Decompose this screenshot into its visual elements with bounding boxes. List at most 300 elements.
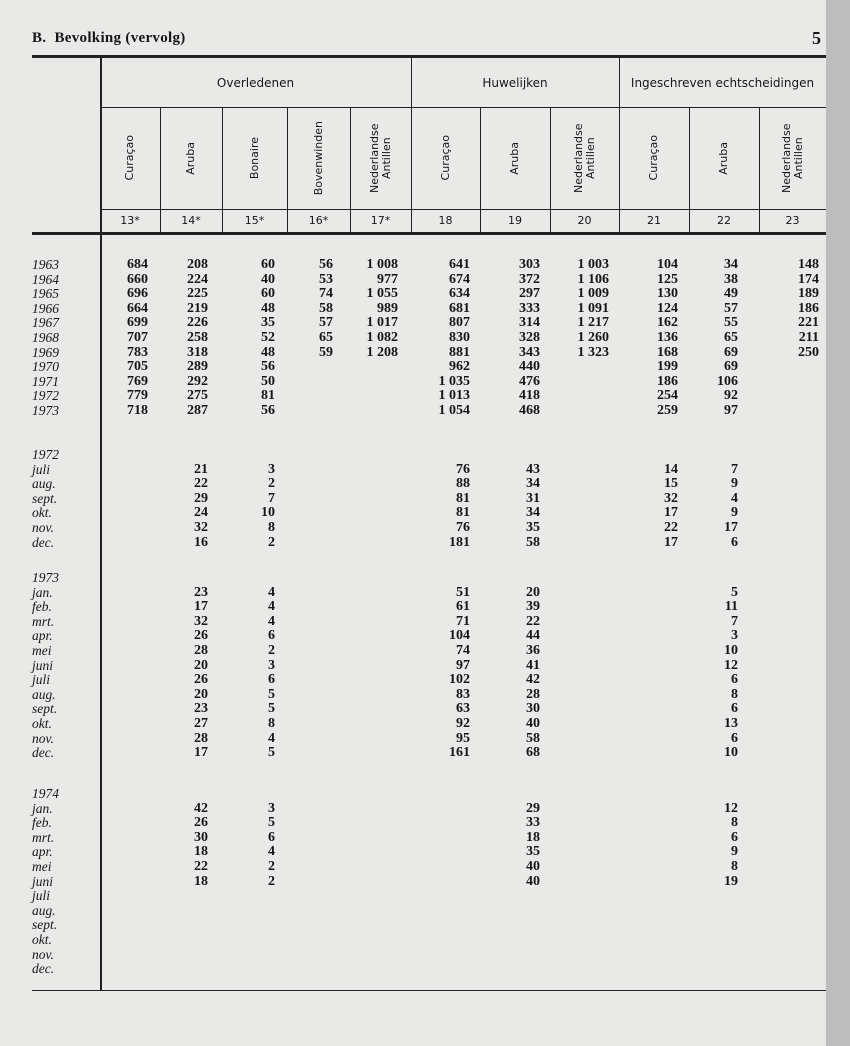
row-label: sept. [32,701,58,717]
table-cell: 10 [724,643,738,658]
table-cell: 5 [268,701,275,717]
table-cell: 56 [261,403,275,418]
column-header [350,110,411,206]
table-row [32,962,826,977]
table-row [32,477,826,492]
table-row [32,787,826,802]
row-label: okt. [32,932,52,947]
table-cell: 1 054 [438,403,470,418]
table-cell: 1 008 [366,257,398,272]
row-label: 1973 [32,403,59,418]
column-header [759,110,826,206]
row-label: juli [32,461,51,477]
table-row [32,918,826,933]
table-cell: 92 [724,388,738,404]
table-cell: 83 [456,686,470,702]
table-cell: 35 [261,315,275,331]
table-cell: 6 [268,672,275,688]
table-row [32,389,826,404]
table-cell: 56 [261,359,275,375]
table-cell: 186 [798,300,819,316]
row-label: apr. [32,628,53,644]
row-label: 1972 [32,447,59,462]
table-cell: 684 [127,257,148,272]
table-row [32,629,826,644]
table-cell: 3 [268,800,275,816]
table-cell: 104 [657,257,678,272]
table-cell: 60 [261,257,275,272]
table-cell: 5 [268,815,275,831]
row-label: juli [32,888,51,904]
table-row [32,346,826,361]
table-row [32,904,826,919]
table-cell: 6 [731,829,738,845]
row-label: aug. [32,902,56,918]
table-cell: 17 [664,534,678,550]
table-row [32,287,826,302]
table-cell: 60 [261,286,275,302]
column-header-label: Bovenwinden [311,120,325,196]
table-cell: 189 [798,286,819,302]
table-cell: 1 323 [577,344,609,360]
section-title [32,30,186,47]
table-cell: 1 260 [577,330,609,345]
table-cell: 22 [526,613,540,629]
row-label: mrt. [32,829,55,845]
table-row [32,673,826,688]
table-cell: 7 [731,613,738,629]
row-label: sept. [32,490,58,506]
table-row [32,506,826,521]
table-row [32,615,826,630]
table-cell: 699 [127,315,148,331]
table-cell: 664 [127,300,148,316]
table-cell: 22 [664,520,678,535]
table-row [32,571,826,586]
table-cell: 3 [268,657,275,673]
table-cell: 40 [526,873,540,889]
table-cell: 58 [526,534,540,550]
table-cell: 30 [194,829,208,845]
table-cell: 6 [268,829,275,845]
table-row [32,600,826,615]
table-cell: 2 [268,476,275,492]
table-cell: 186 [657,373,678,389]
table-cell: 22 [194,859,208,874]
table-cell: 6 [268,628,275,644]
table-cell: 24 [194,505,208,521]
table-cell: 9 [731,476,738,492]
column-number: 21 [647,214,661,227]
group-echtscheidingen: Ingeschreven echtscheidingen [630,76,815,90]
table-cell: 69 [724,359,738,375]
table-cell: 28 [194,730,208,746]
table-cell: 102 [449,672,470,688]
table-row [32,586,826,601]
row-label: 1963 [32,257,59,272]
table-cell: 68 [526,745,540,761]
table-cell: 65 [724,330,738,345]
table-cell: 57 [724,300,738,316]
table-cell: 17 [664,505,678,521]
table-cell: 35 [526,844,540,860]
row-label: juni [32,657,54,673]
group-overledenen: Overledenen [216,76,295,90]
table-cell: 23 [194,701,208,717]
table-cell: 74 [456,643,470,658]
table-cell: 40 [526,716,540,731]
table-cell: 1 082 [366,330,398,345]
top-rule [32,55,826,58]
table-cell: 314 [519,315,540,331]
table-cell: 1 017 [366,315,398,331]
table-cell: 2 [268,873,275,889]
table-cell: 250 [798,344,819,360]
table-cell: 297 [519,286,540,302]
table-row [32,831,826,846]
table-cell: 225 [187,286,208,302]
table-cell: 42 [194,800,208,816]
table-row [32,889,826,904]
table-cell: 36 [526,643,540,658]
table-cell: 97 [456,657,470,673]
table-cell: 57 [319,315,333,331]
column-header [550,110,619,206]
table-cell: 705 [127,359,148,375]
table-cell: 18 [526,829,540,845]
table-cell: 254 [657,388,678,404]
table-cell: 211 [798,330,819,345]
table-cell: 9 [731,844,738,860]
header-bottom-rule [32,232,826,235]
row-label: okt. [32,505,52,521]
table-row [32,492,826,507]
row-label: 1974 [32,786,59,801]
table-cell: 42 [526,672,540,688]
table-row [32,463,826,478]
table-cell: 2 [268,859,275,874]
table-cell: 34 [724,257,738,272]
table-cell: 26 [194,628,208,644]
table-cell: 372 [519,271,540,287]
row-label: 1969 [32,344,59,360]
table-cell: 21 [194,461,208,477]
table-cell: 14 [664,461,678,477]
table-cell: 208 [187,257,208,272]
table-cell: 6 [731,672,738,688]
table-cell: 20 [194,657,208,673]
table-row [32,802,826,817]
table-cell: 8 [731,859,738,874]
table-cell: 76 [456,461,470,477]
table-row [32,536,826,551]
table-cell: 30 [526,701,540,717]
table-cell: 10 [724,745,738,761]
row-label: nov. [32,730,54,746]
table-cell: 17 [194,599,208,615]
table-cell: 8 [731,815,738,831]
table-cell: 707 [127,330,148,345]
row-label: 1968 [32,330,59,345]
table-cell: 418 [519,388,540,404]
row-label: nov. [32,520,54,535]
column-header-label: Nederlandse Antillen [367,123,393,193]
table-cell: 65 [319,330,333,345]
table-cell: 2 [268,534,275,550]
table-cell: 69 [724,344,738,360]
table-row [32,258,826,273]
column-header [689,110,759,206]
table-cell: 977 [377,271,398,287]
table-cell: 40 [261,271,275,287]
table-cell: 88 [456,476,470,492]
table-cell: 962 [449,359,470,375]
table-cell: 199 [657,359,678,375]
table-cell: 783 [127,344,148,360]
table-cell: 1 208 [366,344,398,360]
table-row [32,746,826,761]
table-cell: 9 [731,505,738,521]
table-cell: 275 [187,388,208,404]
table-cell: 81 [261,388,275,404]
table-cell: 5 [268,686,275,702]
page-number: 5 [812,28,821,48]
table-cell: 8 [268,716,275,731]
table-cell: 15 [664,476,678,492]
table-cell: 681 [449,300,470,316]
table-cell: 8 [268,520,275,535]
table-cell: 1 217 [577,315,609,331]
table-cell: 125 [657,271,678,287]
table-cell: 6 [731,701,738,717]
table-cell: 3 [731,628,738,644]
table-cell: 35 [526,520,540,535]
table-cell: 44 [526,628,540,644]
table-cell: 718 [127,403,148,418]
table-cell: 168 [657,344,678,360]
table-cell: 23 [194,584,208,600]
table-cell: 476 [519,373,540,389]
table-cell: 696 [127,286,148,302]
table-row [32,860,826,875]
table-cell: 259 [657,403,678,418]
table-cell: 1 035 [438,373,470,389]
table-cell: 1 055 [366,286,398,302]
section-letter: B. [32,30,47,46]
row-label: 1973 [32,570,59,585]
table-row [32,302,826,317]
row-label: dec. [32,745,55,761]
table-cell: 221 [798,315,819,331]
table-cell: 29 [526,800,540,816]
table-cell: 28 [526,686,540,702]
table-cell: 148 [798,257,819,272]
table-cell: 53 [319,271,333,287]
table-cell: 20 [526,584,540,600]
table-cell: 303 [519,257,540,272]
page-edge [826,0,850,1046]
table-cell: 660 [127,271,148,287]
table-cell: 17 [724,520,738,535]
table-cell: 29 [194,490,208,506]
group-rule [100,107,826,108]
row-label: mei [32,643,52,658]
table-cell: 181 [449,534,470,550]
table-cell: 12 [724,800,738,816]
table-cell: 7 [268,490,275,506]
row-label: 1967 [32,315,59,331]
table-row [32,948,826,963]
table-cell: 56 [319,257,333,272]
table-cell: 7 [731,461,738,477]
table-cell: 468 [519,403,540,418]
row-label: 1965 [32,286,59,302]
column-number: 20 [577,214,592,227]
table-cell: 81 [456,505,470,521]
table-cell: 6 [731,534,738,550]
table-cell: 343 [519,344,540,360]
table-row [32,644,826,659]
table-cell: 49 [724,286,738,302]
column-number: 13* [120,214,140,227]
row-label: dec. [32,961,55,977]
table-cell: 58 [526,730,540,746]
table-cell: 40 [526,859,540,874]
table-cell: 13 [724,716,738,731]
column-header-label: Curaçao [438,135,452,181]
table-cell: 6 [731,730,738,746]
table-cell: 5 [731,584,738,600]
table-cell: 161 [449,745,470,761]
table-cell: 136 [657,330,678,345]
row-label: mrt. [32,613,55,629]
table-cell: 50 [261,373,275,389]
column-number: 15* [244,214,265,227]
table-cell: 95 [456,730,470,746]
table-cell: 20 [194,686,208,702]
table-cell: 41 [526,657,540,673]
column-number: 17* [370,214,391,227]
table-cell: 10 [261,505,275,521]
table-row [32,316,826,331]
table-cell: 51 [456,584,470,600]
table-cell: 641 [449,257,470,272]
row-label: 1964 [32,271,59,287]
table-cell: 2 [268,643,275,658]
table-cell: 48 [261,344,275,360]
table-cell: 12 [724,657,738,673]
table-row [32,360,826,375]
column-header-label: Aruba [184,141,197,175]
table-cell: 4 [731,490,738,506]
row-label: juni [32,873,54,889]
column-header [160,110,222,206]
table-cell: 1 013 [438,388,470,404]
table-row [32,404,826,419]
table-cell: 830 [449,330,470,345]
column-header [619,110,689,206]
table-cell: 104 [449,628,470,644]
number-rule [100,209,826,210]
table-cell: 289 [187,359,208,375]
column-header-label: Aruba [508,141,521,175]
row-label: 1972 [32,388,59,404]
table-row [32,933,826,948]
table-cell: 71 [456,613,470,629]
table-cell: 3 [268,461,275,477]
column-number: 19 [508,214,522,227]
table-row [32,521,826,536]
row-label: aug. [32,476,56,492]
table-cell: 33 [526,815,540,831]
column-header [480,110,550,206]
table-cell: 258 [187,330,208,345]
table-cell: 4 [268,730,275,746]
table-cell: 226 [187,315,208,331]
table-cell: 881 [449,344,470,360]
table-cell: 4 [268,584,275,600]
table-cell: 674 [449,271,470,287]
column-number: 14* [181,214,201,227]
table-row [32,448,826,463]
table-row [32,732,826,747]
table-cell: 18 [194,844,208,860]
table-cell: 8 [731,686,738,702]
table-cell: 17 [194,745,208,761]
table-cell: 52 [261,330,275,345]
table-cell: 48 [261,300,275,316]
table-cell: 1 091 [577,300,609,316]
table-cell: 27 [194,716,208,731]
table-row [32,688,826,703]
table-cell: 38 [724,271,738,287]
table-cell: 39 [526,599,540,615]
column-header-label: Bonaire [247,136,261,180]
row-label: nov. [32,946,54,962]
table-cell: 807 [449,315,470,331]
row-label: juli [32,672,51,688]
table-cell: 81 [456,490,470,506]
table-cell: 22 [194,476,208,492]
table-cell: 4 [268,844,275,860]
row-label: feb. [32,599,52,615]
table-cell: 31 [526,490,540,506]
table-cell: 1 003 [577,257,609,272]
table-cell: 26 [194,672,208,688]
table-cell: 11 [724,599,738,615]
table-cell: 779 [127,388,148,404]
table-cell: 634 [449,286,470,302]
table-cell: 61 [456,599,470,615]
row-label: feb. [32,815,52,831]
column-header [411,110,480,206]
table-cell: 34 [526,505,540,521]
table-cell: 19 [724,873,738,889]
table-cell: 76 [456,520,470,535]
column-header-label: Curaçao [647,135,660,181]
table-cell: 97 [724,403,738,418]
table-cell: 174 [798,271,819,287]
table-cell: 16 [194,534,208,550]
column-number: 18 [438,214,453,227]
table-cell: 59 [319,344,333,360]
table-row [32,331,826,346]
table-cell: 328 [519,330,540,345]
table-cell: 162 [657,315,678,331]
row-label: 1966 [32,300,59,316]
table-cell: 32 [664,490,678,506]
table-row [32,375,826,390]
